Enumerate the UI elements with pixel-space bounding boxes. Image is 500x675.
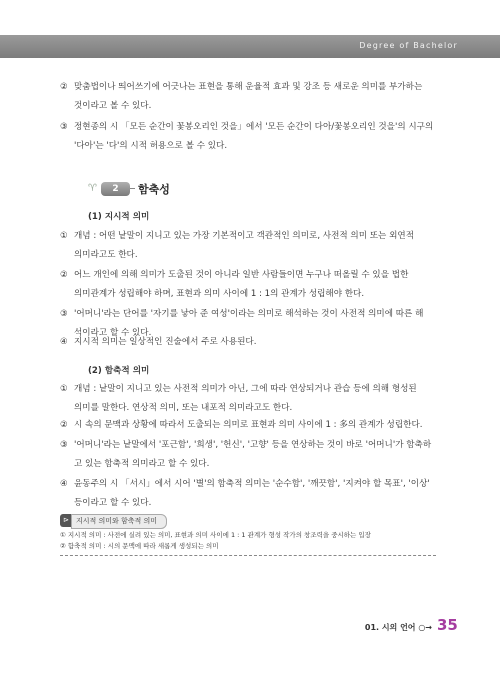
item-line: 윤동주의 시 「서시」에서 시어 '별'의 함축적 의미는 '순수함', '깨끗함', '지켜야 할 목표', '이상' — [74, 479, 430, 489]
section-title: 함축성 — [138, 183, 170, 196]
pointer-icon: ⊳ — [63, 516, 69, 524]
item-line: 맞춤법이나 띄어쓰기에 어긋나는 표현을 통해 운율적 효과 및 강조 등 새로운 의미를 부가하는 — [74, 82, 423, 92]
sprout-icon: ♈ — [88, 183, 97, 194]
running-header: Degree of Bachelor — [359, 41, 458, 50]
item-number: ② — [60, 82, 68, 92]
item-line: 고 있는 함축적 의미라고 할 수 있다. — [74, 459, 210, 469]
item-line: 어느 개인에 의해 의미가 도출된 것이 아니라 일반 사람들이면 누구나 떠올릴 수 있을 법한 — [74, 270, 409, 280]
chapter-footer: 01. 시의 언어 ○→ — [364, 623, 432, 632]
summary-note: ② 함축적 의미 : 시의 문맥에 따라 새롭게 생성되는 의미 — [60, 542, 219, 550]
list-item — [60, 416, 440, 435]
item-line: 정현종의 시 「모든 순간이 꽃봉오리인 것을」에서 '모든 순간이 다아/꽃봉오리인 것을'의 시구의 — [74, 122, 434, 132]
list-item — [60, 266, 440, 304]
item-line: 등이라고 할 수 있다. — [74, 498, 152, 508]
item-line: 지시적 의미는 일상적인 진술에서 주로 사용된다. — [74, 337, 257, 347]
item-number: ③ — [60, 122, 68, 132]
list-item — [60, 227, 440, 265]
item-number: ① — [60, 384, 68, 394]
list-item — [60, 118, 440, 156]
summary-note: ① 지시적 의미 : 사전에 실려 있는 의미, 표현과 의미 사이에 1 : 1 관계가 형성 작가의 창조력을 중시하는 입장 — [60, 531, 371, 539]
item-line: 의미를 말한다. 연상적 의미, 또는 내포적 의미라고도 한다. — [74, 403, 293, 413]
item-line: 개념 : 낱말이 지니고 있는 사전적 의미가 아닌, 그에 따라 연상되거나 관습 등에 의해 형성된 — [74, 384, 417, 394]
box-tab — [60, 514, 71, 527]
item-line: '어머니'라는 낱말에서 '포근함', '희생', '헌신', '고향' 등을 연상하는 것이 바로 '어머니'가 함축하 — [74, 440, 432, 450]
list-item — [60, 333, 440, 352]
item-line: 시 속의 문맥과 상황에 따라서 도출되는 의미로 표현과 의미 사이에 1 : 多의 관계가 성립한다. — [74, 420, 423, 430]
item-line: 석이라고 할 수 있다. — [74, 328, 152, 338]
item-line: '다아'는 '다'의 시적 허용으로 볼 수 있다. — [74, 141, 228, 151]
subsection-title: (2) 함축적 의미 — [88, 366, 150, 376]
item-number: ② — [60, 270, 68, 280]
list-item — [60, 475, 440, 513]
item-line: 의미관계가 성립해야 하며, 표현과 의미 사이에 1 : 1의 관계가 성립해야 한다. — [74, 289, 365, 299]
item-number: ④ — [60, 337, 68, 347]
list-item — [60, 436, 440, 474]
item-line: '어머니'라는 단어를 '자기를 낳아 준 여성'이라는 의미로 해석하는 것이 사전적 의미에 따른 해 — [74, 309, 424, 319]
item-line: 의미라고도 한다. — [74, 250, 138, 260]
item-number: ③ — [60, 440, 68, 450]
list-item — [60, 78, 440, 116]
item-number: ③ — [60, 309, 68, 319]
dashed-divider — [60, 555, 436, 556]
item-number: ② — [60, 420, 68, 430]
item-number: ① — [60, 231, 68, 241]
page-number: 35 — [437, 616, 458, 634]
list-item — [60, 380, 440, 418]
section-number-badge: 2 — [101, 182, 130, 196]
box-label: 지시적 의미와 함축적 의미 — [71, 514, 167, 529]
subsection-title: (1) 지시적 의미 — [88, 212, 150, 222]
divider — [130, 188, 135, 189]
item-line: 개념 : 어떤 낱말이 지니고 있는 가장 기본적이고 객관적인 의미로, 사전적 의미 또는 외연적 — [74, 231, 414, 241]
item-number: ④ — [60, 479, 68, 489]
item-line: 것이라고 볼 수 있다. — [74, 101, 152, 111]
